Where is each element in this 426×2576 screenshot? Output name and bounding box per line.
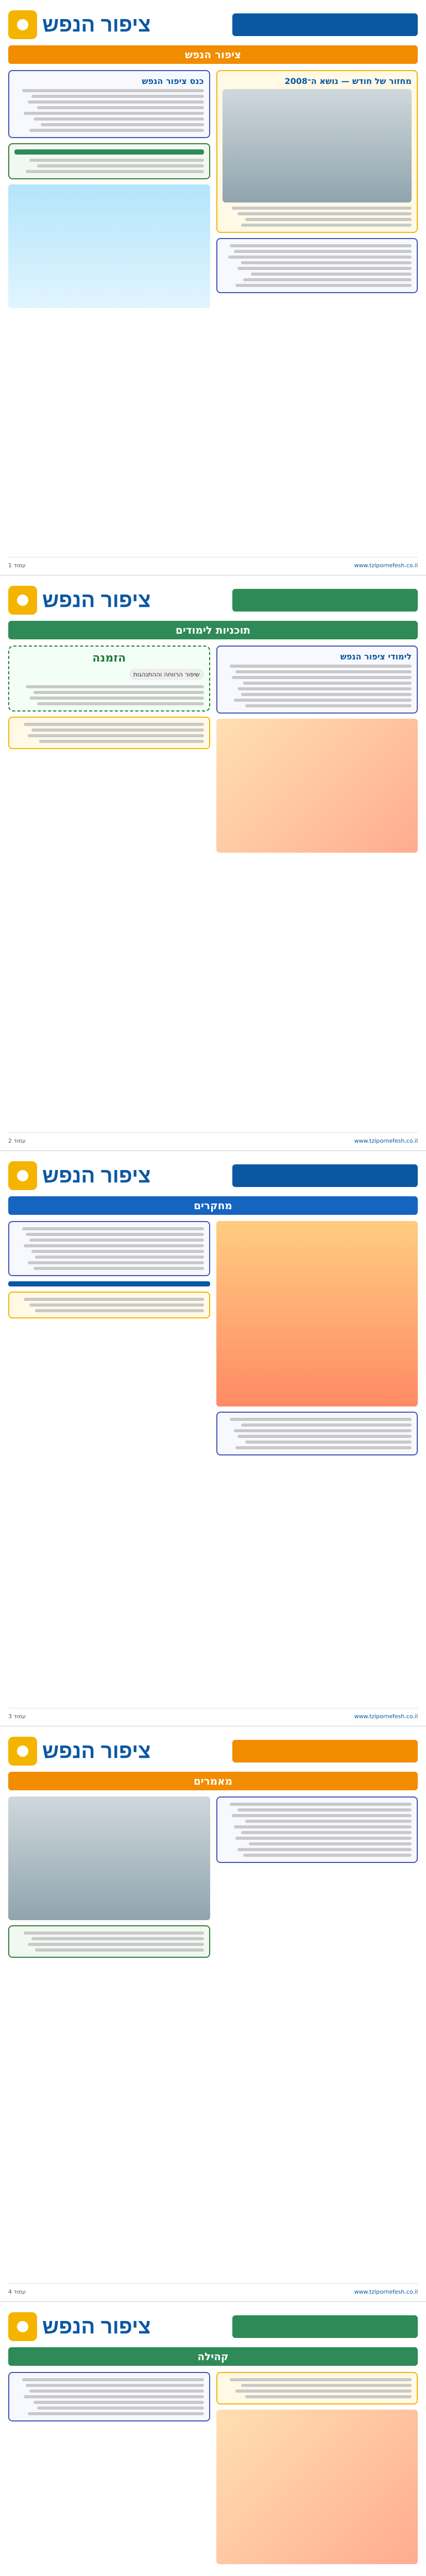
page-3-col-left	[216, 1221, 418, 1705]
issue-strip	[232, 589, 418, 612]
article-image	[8, 1797, 210, 1920]
page-3-footer-url[interactable]: www.tzipornefesh.co.il	[354, 1713, 418, 1720]
page-2-grid	[8, 646, 418, 1130]
research-image	[216, 1221, 418, 1406]
research-box-right	[8, 1221, 210, 1276]
page-5-col-right	[8, 2372, 210, 2576]
page-3-footer	[8, 1708, 418, 1722]
page-2-footer-page: עמוד 2	[8, 1137, 26, 1144]
program-box-text	[223, 665, 412, 707]
newsletter-page-3	[0, 1151, 426, 1726]
bird-logo-icon	[8, 10, 37, 39]
bird-logo-icon	[8, 2312, 37, 2341]
newsletter-page-1	[0, 0, 426, 575]
research-box-left	[216, 1412, 418, 1455]
page-4-footer	[8, 2283, 418, 2297]
brand-title: ציפור הנפש	[42, 588, 151, 612]
page-5-content	[8, 2310, 418, 2576]
community-photo	[216, 2410, 418, 2564]
invitation-headline: הזמנה	[92, 652, 126, 665]
feature-box-right	[8, 70, 210, 138]
newsletter-page-2	[0, 575, 426, 1151]
page-2-content	[8, 584, 418, 1130]
brand-title: ציפור הנפש	[42, 1164, 151, 1187]
article-right	[8, 1925, 210, 1958]
side-box-text	[14, 723, 204, 743]
page-1-footer	[8, 557, 418, 571]
page-3-title: מחקרים	[8, 1196, 418, 1215]
issue-strip	[232, 1740, 418, 1762]
article-right-text	[14, 1931, 204, 1952]
bird-logo-icon	[8, 1737, 37, 1766]
article-box	[216, 238, 418, 293]
issue-strip	[232, 2315, 418, 2338]
page-3-col-right	[8, 1221, 210, 1705]
community-article-text	[14, 2378, 204, 2415]
highlight-stripe	[14, 149, 204, 155]
bird-logo-icon	[8, 586, 37, 615]
article-left	[216, 1797, 418, 1863]
page-4-grid	[8, 1797, 418, 2281]
highlight-box	[8, 143, 210, 179]
page-5-col-left	[216, 2372, 418, 2576]
page-2-footer	[8, 1132, 418, 1146]
workshop-image	[216, 719, 418, 853]
page-1-footer-url[interactable]: www.tzipornefesh.co.il	[354, 562, 418, 569]
brand-title: ציפור הנפש	[42, 13, 151, 36]
page-3-content	[8, 1159, 418, 1705]
community-article	[8, 2372, 210, 2421]
page-3-header	[8, 1159, 418, 1192]
newsletter-page-4	[0, 1726, 426, 2302]
brand-title: ציפור הנפש	[42, 1739, 151, 1762]
brand	[8, 586, 151, 615]
page-4-footer-page: עמוד 4	[8, 2288, 26, 2295]
page-4-title: מאמרים	[8, 1772, 418, 1790]
page-3-grid	[8, 1221, 418, 1705]
brand	[8, 1737, 151, 1766]
community-box-text	[223, 2378, 412, 2398]
bird-logo-icon	[8, 1161, 37, 1190]
brand	[8, 1161, 151, 1190]
issue-strip	[232, 13, 418, 36]
feature-box-right-title: כנס ציפור הנפש	[142, 76, 204, 86]
page-1-col-left	[216, 70, 418, 554]
page-2-title: תוכניות לימודים	[8, 621, 418, 639]
section-divider	[8, 1281, 210, 1286]
page-5-grid	[8, 2372, 418, 2576]
research-highlight	[8, 1292, 210, 1318]
page-3-footer-page: עמוד 3	[8, 1713, 26, 1720]
page-1-content	[8, 8, 418, 554]
community-image	[8, 184, 210, 308]
feature-box-left-title: מחזור של חודש — נושא ה־2008	[284, 76, 412, 86]
research-box-right-text	[14, 1227, 204, 1270]
program-box-title: לימודי ציפור הנפש	[340, 652, 412, 662]
side-box	[8, 717, 210, 749]
article-left-text	[223, 1803, 412, 1857]
article-box-text	[223, 244, 412, 287]
page-1-title: ציפור הנפש	[8, 45, 418, 64]
page-4-content	[8, 1735, 418, 2281]
community-box	[216, 2372, 418, 2404]
feature-box-left	[216, 70, 418, 233]
page-1-col-right	[8, 70, 210, 554]
page-1-footer-page: עמוד 1	[8, 562, 26, 569]
page-4-header	[8, 1735, 418, 1768]
building-image	[223, 89, 412, 202]
brand-title: ציפור הנפש	[42, 2315, 151, 2338]
issue-strip	[232, 1164, 418, 1187]
newsletter-page-5	[0, 2302, 426, 2576]
program-box	[216, 646, 418, 714]
page-2-col-right	[8, 646, 210, 1130]
page-2-col-left	[216, 646, 418, 1130]
research-box-left-text	[223, 1418, 412, 1449]
page-4-footer-url[interactable]: www.tzipornefesh.co.il	[354, 2288, 418, 2295]
brand	[8, 10, 151, 39]
page-4-col-left	[216, 1797, 418, 2281]
brand	[8, 2312, 151, 2341]
feature-box-right-text	[14, 89, 204, 132]
highlight-box-text	[14, 159, 204, 173]
page-1-header	[8, 8, 418, 41]
research-highlight-text	[14, 1298, 204, 1312]
page-5-header	[8, 2310, 418, 2343]
page-5-title: קהילה	[8, 2347, 418, 2366]
page-2-footer-url[interactable]: www.tzipornefesh.co.il	[354, 1137, 418, 1144]
invitation-ad	[8, 646, 210, 711]
feature-box-left-text	[223, 207, 412, 227]
invitation-text	[14, 685, 204, 705]
page-4-col-right	[8, 1797, 210, 2281]
page-2-header	[8, 584, 418, 617]
invitation-subtitle: שיפור הרווחה וההתנהגות	[129, 669, 204, 680]
page-1-grid	[8, 70, 418, 554]
